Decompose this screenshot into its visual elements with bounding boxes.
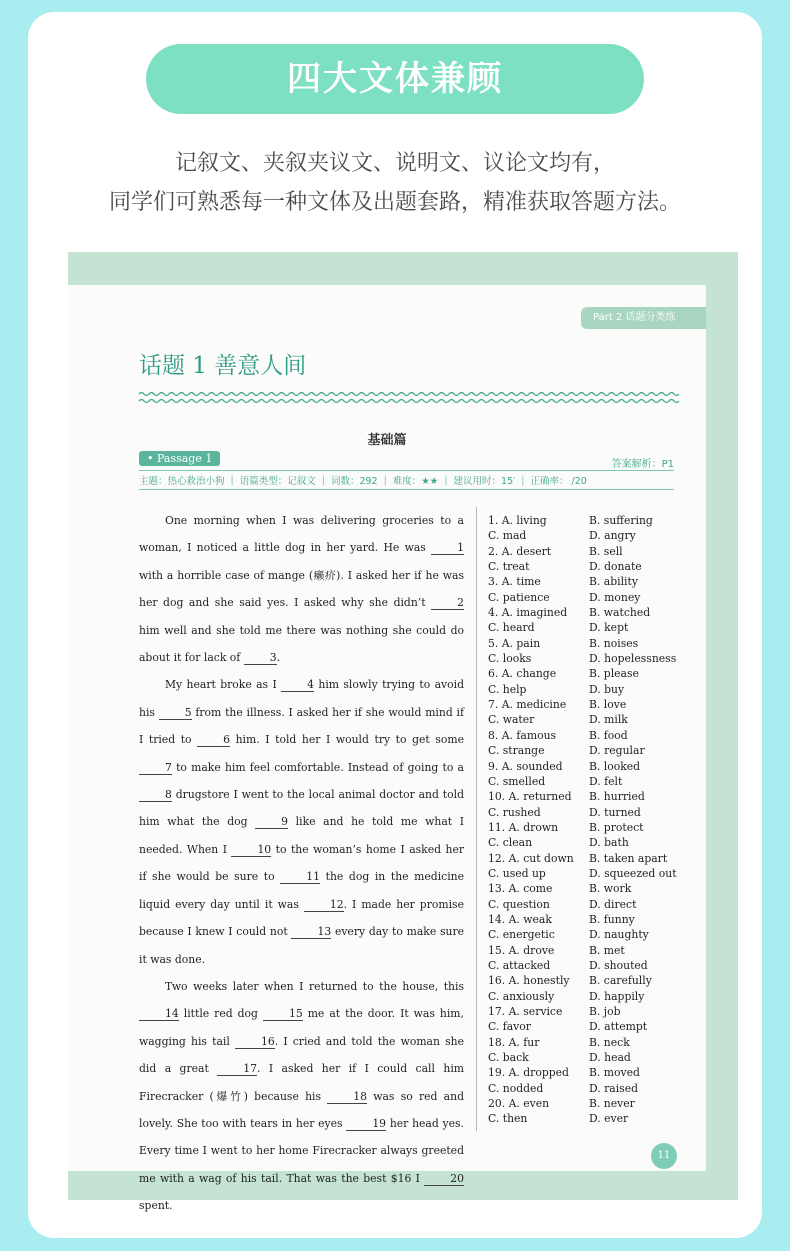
option-left: 14. A. weak (488, 912, 552, 926)
option-row (488, 513, 688, 528)
option-left: C. back (488, 1051, 529, 1065)
option-right: B. moved (589, 1066, 640, 1080)
passage-label: • Passage 1 (139, 451, 220, 466)
option-right: D. raised (589, 1081, 639, 1095)
passage-text-run: to make him feel comfortable. Instead of going to a (171, 760, 464, 774)
option-right: D. happily (589, 989, 645, 1003)
passage-text-run: from the illness. I asked her if she would mind if I tried to (139, 705, 464, 747)
option-left: C. looks (488, 652, 532, 666)
option-row (488, 851, 688, 866)
option-left: 4. A. imagined (488, 606, 568, 620)
option-left: C. question (488, 897, 550, 911)
option-right: B. food (589, 728, 628, 742)
option-right: B. noises (589, 636, 639, 650)
passage-text (139, 507, 464, 1220)
option-row (488, 805, 688, 820)
option-right: B. sell (589, 544, 623, 558)
option-left: C. patience (488, 590, 550, 604)
option-row (488, 1019, 688, 1034)
blank-2: 2 (431, 596, 464, 610)
option-left: 13. A. come (488, 882, 553, 896)
option-right: D. felt (589, 774, 623, 788)
blank-7: 7 (139, 761, 172, 775)
page-number: 11 (651, 1143, 677, 1169)
answer-reference: 答案解析：P1 (611, 459, 674, 470)
option-left: 7. A. medicine (488, 698, 567, 712)
passage-text-run: . I asked her if I could call him Firecracker (爆竹) because his (139, 1062, 465, 1103)
option-left: C. help (488, 682, 527, 696)
blank-16: 16 (235, 1035, 275, 1049)
passage-text-run: every day to make sure it was done. (139, 925, 464, 966)
passage-text-run: to the woman’s home I asked her if she would be sure to (139, 842, 464, 884)
intro-line-2: 同学们可熟悉每一种文体及出题套路，精准获取答题方法。 (108, 190, 681, 215)
option-right: D. head (589, 1051, 631, 1065)
blank-14: 14 (139, 1007, 179, 1021)
option-row (488, 636, 688, 651)
option-right: D. turned (589, 805, 641, 819)
passage-text-run: One morning when I was delivering groceries to a woman, I noticed a little dog in her yard. He was (139, 514, 464, 555)
passage-text-run: the dog in the medicine liquid every day until it was (139, 870, 465, 911)
option-left: C. smelled (488, 774, 546, 788)
blank-8: 8 (139, 788, 172, 802)
option-left: 15. A. drove (488, 943, 555, 957)
option-right: B. never (589, 1097, 635, 1111)
option-row (488, 1111, 688, 1126)
option-right: D. milk (589, 713, 628, 727)
passage-text-run: . I made her promise because I knew I could not (139, 897, 464, 939)
passage-paragraph (139, 973, 464, 1220)
option-left: C. strange (488, 744, 545, 758)
option-row (488, 881, 688, 896)
option-row (488, 605, 688, 620)
option-left: 18. A. fur (488, 1035, 540, 1049)
passage-meta-bar: 主题：热心救治小狗 | 语篇类型：记叙文 | 词数：292 | 难度：★★ | 建议用时：15′ | 正确率： /20 (139, 470, 674, 490)
option-right: D. angry (589, 529, 636, 543)
option-left: 10. A. returned (488, 790, 572, 804)
option-left: 1. A. living (488, 514, 547, 527)
meta-wordcount: 词数：292 (330, 476, 378, 487)
option-right: B. looked (589, 759, 641, 773)
topic-title: 话题 1 善意人间 (139, 353, 307, 379)
blank-15: 15 (263, 1007, 303, 1021)
passage-text-run: spent. (139, 1199, 173, 1213)
blank-4: 4 (281, 678, 314, 692)
option-left: C. rushed (488, 805, 541, 819)
option-row (488, 666, 688, 681)
blank-13: 13 (291, 925, 331, 939)
option-row (488, 544, 688, 559)
blank-17: 17 (217, 1062, 257, 1076)
option-row (488, 1081, 688, 1096)
option-right: D. ever (589, 1112, 629, 1126)
option-row (488, 1065, 688, 1080)
blank-1: 1 (431, 541, 464, 555)
option-row (488, 697, 688, 712)
option-right: B. neck (589, 1035, 630, 1049)
option-left: C. treat (488, 560, 530, 574)
book-page (68, 285, 706, 1213)
option-row (488, 682, 688, 697)
blank-9: 9 (255, 815, 288, 829)
meta-accuracy: 正确率： /20 (530, 476, 587, 487)
option-right: D. direct (589, 897, 637, 911)
option-row (488, 712, 688, 727)
option-left: 9. A. sounded (488, 759, 563, 773)
option-right: D. attempt (589, 1020, 648, 1034)
option-right: B. protect (589, 820, 644, 834)
meta-difficulty: 难度：★★ (392, 476, 439, 487)
section-title: 基础篇 (367, 433, 407, 448)
column-divider (476, 507, 477, 1131)
option-right: D. hopelessness (589, 652, 677, 666)
option-row (488, 897, 688, 912)
option-row (488, 973, 688, 988)
option-row (488, 989, 688, 1004)
option-row (488, 943, 688, 958)
options-list (488, 513, 688, 1127)
option-row (488, 743, 688, 758)
option-left: 20. A. even (488, 1097, 550, 1111)
option-left: C. used up (488, 866, 546, 880)
option-left: C. favor (488, 1020, 531, 1034)
option-left: 11. A. drown (488, 820, 559, 834)
option-left: 16. A. honestly (488, 974, 570, 988)
option-left: C. water (488, 713, 535, 727)
meta-time: 建议用时：15′ (453, 476, 516, 487)
option-left: 6. A. change (488, 667, 557, 681)
passage-text-run: her head yes. Every time I went to her home Firecracker always greeted me with a wag of his tail. That was the best $16 I (139, 1116, 464, 1185)
option-row (488, 789, 688, 804)
blank-20: 20 (424, 1172, 464, 1186)
headline-banner: 四大文体兼顾 (146, 44, 644, 114)
option-left: 2. A. desert (488, 544, 552, 558)
option-row (488, 912, 688, 927)
option-row (488, 559, 688, 574)
blank-12: 12 (304, 898, 344, 912)
passage-text-run: him. I told her I would try to get some (230, 733, 464, 747)
option-right: B. suffering (589, 514, 653, 527)
promo-card (28, 12, 762, 1238)
option-right: D. naughty (589, 928, 649, 942)
option-right: D. squeezed out (589, 866, 677, 880)
intro-line-1: 记叙文、夹叙夹议文、说明文、议论文均有， (174, 151, 615, 176)
option-row (488, 958, 688, 973)
option-left: C. attacked (488, 958, 551, 972)
passage-text-run: him slowly trying to avoid his (139, 678, 464, 719)
part-label: Part 2 话题分类练 (581, 307, 706, 329)
option-right: D. buy (589, 682, 625, 696)
passage-text-run: . (276, 651, 281, 665)
option-right: B. watched (589, 606, 651, 620)
option-right: D. kept (589, 621, 629, 635)
blank-10: 10 (231, 843, 271, 857)
passage-text-run: like and he told me what I needed. When I (139, 815, 464, 856)
blank-6: 6 (197, 733, 230, 747)
option-row (488, 651, 688, 666)
passage-text-run: . I cried and told the woman she did a great (139, 1034, 464, 1076)
option-left: 3. A. time (488, 575, 541, 589)
passage-text-run: him well and she told me there was nothing she could do about it for lack of (139, 623, 464, 665)
option-row (488, 620, 688, 635)
passage-text-run: was so red and lovely. She too with tears in her eyes (139, 1089, 464, 1130)
option-left: 12. A. cut down (488, 851, 574, 865)
blank-11: 11 (280, 870, 320, 884)
passage-text-run: Two weeks later when I returned to the house, this (165, 979, 464, 993)
option-row (488, 1050, 688, 1065)
passage-text-run: with a horrible case of mange (癞疥). I asked her if he was her dog and she said yes. I asked why she didn’t (139, 568, 464, 610)
option-row (488, 1004, 688, 1019)
option-row (488, 835, 688, 850)
option-left: C. energetic (488, 928, 555, 942)
option-left: C. anxiously (488, 989, 555, 1003)
option-right: D. shouted (589, 958, 648, 972)
option-row (488, 866, 688, 881)
option-right: B. love (589, 698, 627, 712)
option-right: B. hurried (589, 790, 645, 804)
meta-topic: 主题：热心救治小狗 (139, 476, 225, 487)
option-right: B. met (589, 943, 625, 957)
option-right: D. bath (589, 836, 629, 850)
option-row (488, 1035, 688, 1050)
option-row (488, 820, 688, 835)
option-left: C. heard (488, 621, 535, 635)
passage-text-run: little red dog (178, 1007, 263, 1021)
option-left: C. nodded (488, 1081, 544, 1095)
wave-divider (139, 390, 674, 406)
option-row (488, 759, 688, 774)
passage-text-run: My heart broke as I (165, 678, 282, 692)
blank-5: 5 (159, 706, 192, 720)
option-left: C. mad (488, 529, 527, 543)
option-left: 8. A. famous (488, 728, 557, 742)
option-left: C. clean (488, 836, 533, 850)
option-left: 19. A. dropped (488, 1066, 569, 1080)
option-row (488, 774, 688, 789)
passage-paragraph (139, 671, 464, 972)
blank-3: 3 (244, 651, 277, 665)
blank-19: 19 (346, 1117, 386, 1131)
option-right: B. job (589, 1005, 621, 1018)
option-right: B. ability (589, 575, 638, 589)
option-right: B. funny (589, 912, 635, 926)
option-right: D. money (589, 590, 641, 604)
option-left: C. then (488, 1112, 528, 1126)
option-right: D. donate (589, 560, 642, 574)
option-right: B. carefully (589, 974, 652, 988)
option-left: 5. A. pain (488, 636, 541, 650)
passage-paragraph (139, 507, 464, 671)
option-row (488, 590, 688, 605)
option-right: D. regular (589, 744, 645, 758)
blank-18: 18 (327, 1090, 367, 1104)
passage-text-run: me at the door. It was him, wagging his tail (139, 1007, 464, 1048)
option-right: B. work (589, 882, 632, 896)
meta-genre: 语篇类型：记叙文 (239, 476, 316, 487)
option-row (488, 1096, 688, 1111)
option-row (488, 528, 688, 543)
option-left: 17. A. service (488, 1005, 563, 1018)
option-row (488, 927, 688, 942)
option-row (488, 574, 688, 589)
passage-text-run: drugstore I went to the local animal doctor and told him what the dog (139, 788, 464, 829)
option-row (488, 728, 688, 743)
option-right: B. please (589, 667, 639, 681)
option-right: B. taken apart (589, 851, 668, 865)
